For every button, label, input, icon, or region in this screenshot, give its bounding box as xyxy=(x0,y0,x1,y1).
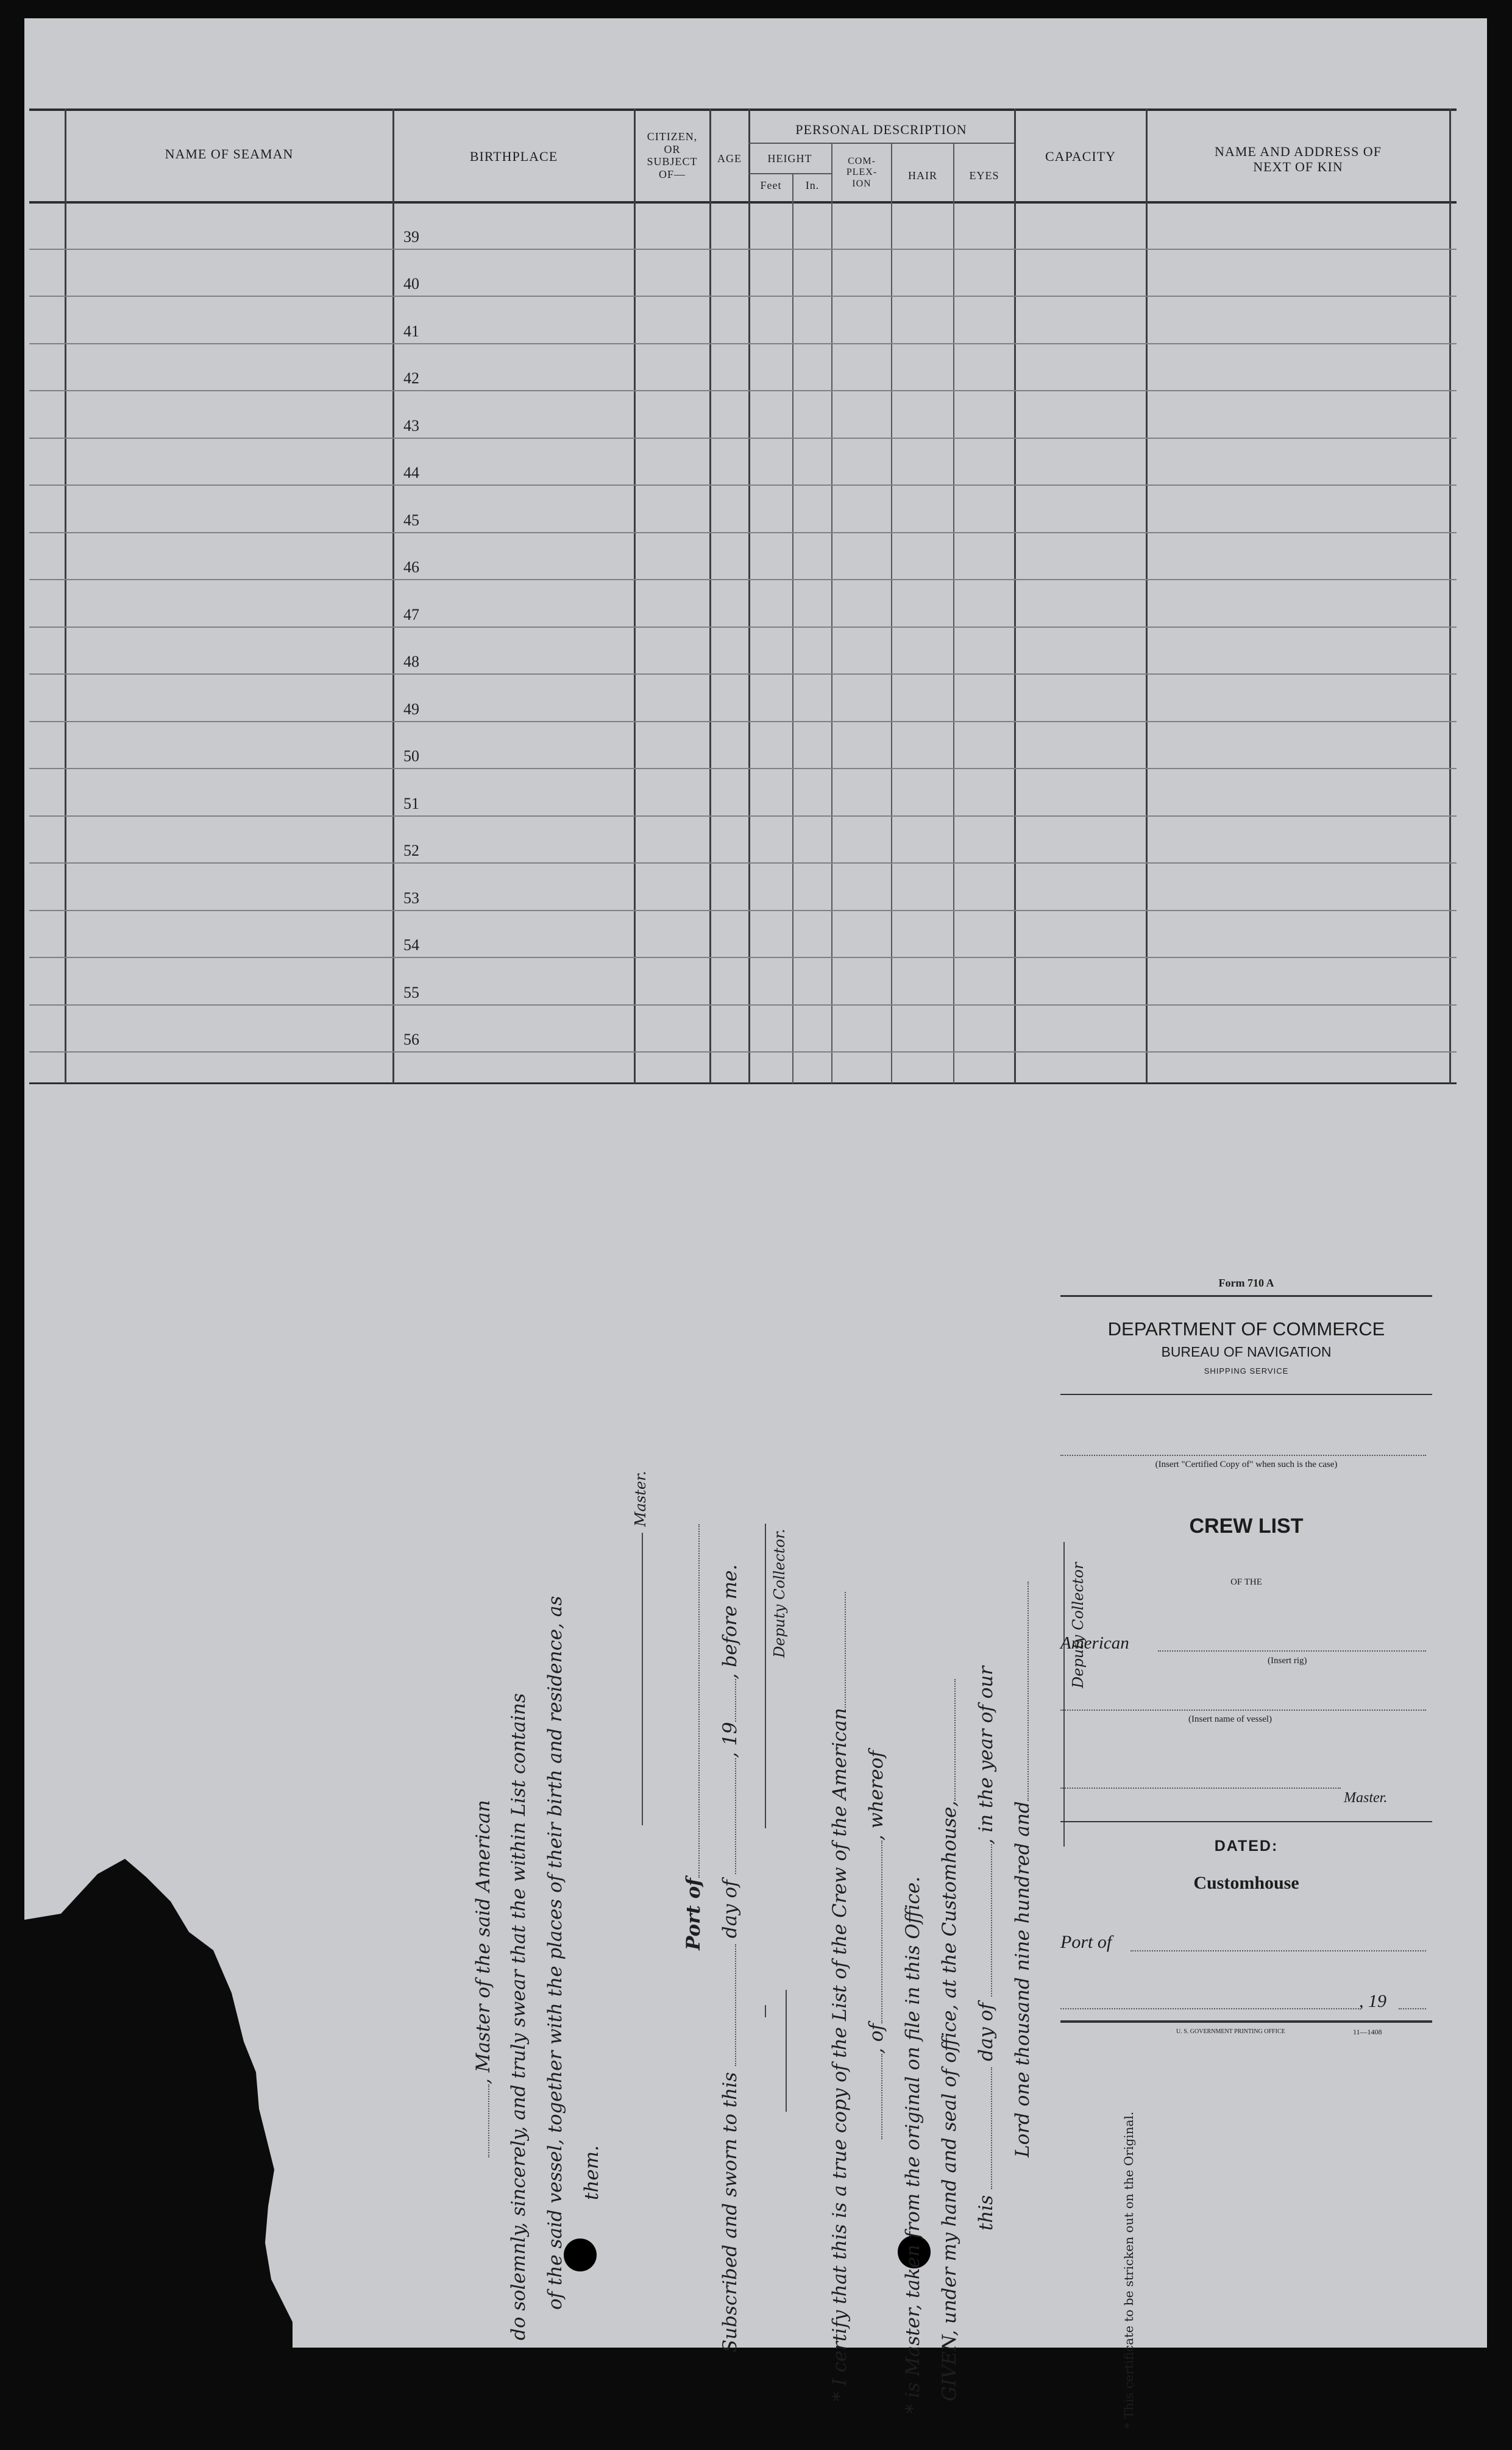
header-personal-description: PERSONAL DESCRIPTION xyxy=(795,122,967,137)
header-hair: HAIR xyxy=(908,169,937,182)
subscribed-before-me: , before me. xyxy=(719,1564,741,1680)
cert-line-4-text: GIVEN, under my hand and seal of office, at the Customhouse, xyxy=(939,1800,960,2401)
cert-line-1-text: * I certify that this is a true copy of the List of the Crew of the American xyxy=(829,1708,851,2401)
blank-month[interactable] xyxy=(735,1758,736,1874)
table-row-rule xyxy=(29,296,1457,297)
cover-rule-2 xyxy=(1060,1394,1432,1395)
table-row-rule xyxy=(29,249,1457,250)
table-row-rule xyxy=(29,910,1457,911)
master-signature-line[interactable] xyxy=(642,1533,643,1825)
table-row-rule xyxy=(29,862,1457,864)
header-inches: In. xyxy=(805,179,820,191)
blank-vessel-type[interactable] xyxy=(845,1592,846,1708)
cert-line-1 xyxy=(829,1592,851,2401)
port-of-label: Port of xyxy=(683,1878,705,1950)
header-citizen-line: OF— xyxy=(658,168,686,181)
cover-port-line[interactable] xyxy=(1130,1950,1426,1951)
table-top-rule xyxy=(29,108,1457,111)
table-row-rule xyxy=(29,957,1457,958)
oath-subscribed xyxy=(719,1564,741,2352)
subscribed-text: Subscribed and sworn to this xyxy=(719,2072,741,2352)
row-number: 52 xyxy=(403,842,419,859)
short-rule xyxy=(786,1990,787,2112)
table-row-rule xyxy=(29,815,1457,817)
blank-cert-day[interactable] xyxy=(991,2067,992,2189)
cert-line-2-of: , of xyxy=(865,2023,887,2054)
department-title: DEPARTMENT OF COMMERCE xyxy=(1107,1318,1385,1340)
row-number: 41 xyxy=(403,322,419,340)
subscribed-year: , 19 xyxy=(719,1722,741,1758)
cover-rule-bottom xyxy=(1060,2020,1432,2023)
header-citizen-line: OR xyxy=(664,143,681,155)
blank-port[interactable] xyxy=(698,1524,700,1878)
service-title: SHIPPING SERVICE xyxy=(1204,1366,1289,1376)
col-divider xyxy=(831,143,832,1084)
oath-line-4: them. xyxy=(581,2145,603,2200)
master-cover-label: Master. xyxy=(1344,1790,1388,1806)
row-number: 39 xyxy=(403,227,419,246)
blank-cert-year[interactable] xyxy=(1028,1582,1029,1801)
height-rule xyxy=(748,173,831,174)
form-number: Form 710 A xyxy=(1218,1277,1274,1289)
header-kin-line: NEXT OF KIN xyxy=(1253,159,1343,175)
col-divider xyxy=(634,108,636,1084)
deputy-collector-label-1: Deputy Collector. xyxy=(771,1529,788,1658)
cover-rule-3 xyxy=(1060,1821,1432,1822)
print-code: 11—1408 xyxy=(1353,2028,1382,2036)
cert-day-of: day of xyxy=(975,2003,997,2062)
cert-line-2 xyxy=(865,1750,887,2139)
blank-customhouse[interactable] xyxy=(954,1679,956,1801)
cert-line-6-text: Lord one thousand nine hundred and xyxy=(1012,1801,1034,2157)
oath-line-2: do solemnly, sincerely, and truly swear that the within List contains xyxy=(508,1693,530,2340)
insert-vessel-note: (Insert name of vessel) xyxy=(1188,1714,1272,1724)
row-number: 53 xyxy=(403,889,419,907)
cert-line-2-whereof: , whereof xyxy=(865,1750,887,1841)
table-row-rule xyxy=(29,579,1457,580)
header-kin-line: NAME AND ADDRESS OF xyxy=(1215,144,1382,159)
american-label: American xyxy=(1060,1633,1129,1653)
header-feet: Feet xyxy=(760,179,782,191)
row-number: 56 xyxy=(403,1031,419,1048)
table-row-rule xyxy=(29,627,1457,628)
header-height: HEIGHT xyxy=(767,152,812,165)
header-citizen-line: CITIZEN, xyxy=(647,130,698,143)
row-number: 46 xyxy=(403,558,419,576)
header-next-of-kin xyxy=(1147,144,1449,175)
deputy-signature-line-1[interactable] xyxy=(765,1524,766,1828)
row-number: 50 xyxy=(403,747,419,765)
table-bottom-rule xyxy=(29,1082,1457,1084)
blank-vessel-name[interactable] xyxy=(881,2054,882,2139)
cover-date-line[interactable] xyxy=(1060,2008,1359,2009)
blank-cert-month[interactable] xyxy=(991,1844,992,1997)
vessel-name-line[interactable] xyxy=(1060,1710,1426,1711)
dated-label: DATED: xyxy=(1214,1837,1279,1855)
header-eyes: EYES xyxy=(969,169,999,182)
deputy-collector-label-2: Deputy Collector xyxy=(1070,1562,1087,1688)
cover-rule-top xyxy=(1060,1295,1432,1297)
blank-master-name[interactable] xyxy=(488,2084,489,2157)
cert-this: this xyxy=(975,2195,997,2231)
oath-line-1-text: , Master of the said American xyxy=(472,1800,494,2084)
printer-imprint: U. S. GOVERNMENT PRINTING OFFICE xyxy=(1176,2028,1285,2035)
header-age: AGE xyxy=(717,152,742,165)
subscribed-day-of: day of xyxy=(719,1880,741,1939)
row-number: 43 xyxy=(403,416,419,435)
personal-desc-rule xyxy=(748,143,1014,144)
table-row-rule xyxy=(29,1004,1457,1006)
crew-list-title: CREW LIST xyxy=(1189,1514,1304,1538)
cert-line-5 xyxy=(975,1666,997,2231)
row-number: 55 xyxy=(403,983,419,1001)
col-divider xyxy=(1014,108,1016,1084)
master-name-line[interactable] xyxy=(1060,1788,1341,1789)
header-capacity: CAPACITY xyxy=(1045,149,1116,164)
table-border-right xyxy=(1449,108,1451,1084)
master-label: Master. xyxy=(632,1471,649,1527)
cert-line-6 xyxy=(1012,1582,1034,2157)
col-divider xyxy=(953,143,954,1084)
table-row-rule xyxy=(29,532,1457,533)
row-number: 48 xyxy=(403,653,419,670)
oath-port xyxy=(683,1524,705,1950)
of-the-label: OF THE xyxy=(1230,1577,1262,1587)
cover-year-line[interactable] xyxy=(1399,2008,1426,2009)
table-row-rule xyxy=(29,438,1457,439)
header-complexion-line: ION xyxy=(852,178,871,189)
table-row-rule xyxy=(29,343,1457,344)
table-header-rule xyxy=(29,201,1457,204)
col-divider xyxy=(748,108,750,1084)
col-divider xyxy=(891,143,892,1084)
cert-line-4 xyxy=(939,1679,960,2401)
row-number: 42 xyxy=(403,369,419,387)
table-row-rule xyxy=(29,721,1457,722)
table-row-rule xyxy=(29,768,1457,769)
blank-home-port[interactable] xyxy=(881,1841,882,2023)
row-number: 45 xyxy=(403,511,419,529)
header-complexion xyxy=(832,156,891,190)
certified-copy-line[interactable] xyxy=(1060,1455,1426,1456)
oath-line-1 xyxy=(472,1800,494,2157)
row-number: 51 xyxy=(403,794,419,812)
row-number: 54 xyxy=(403,936,419,954)
cover-port-of-label: Port of xyxy=(1060,1932,1112,1952)
col-divider xyxy=(709,108,711,1084)
blank-year[interactable] xyxy=(735,1679,736,1722)
header-citizen xyxy=(635,130,709,181)
cover-panel xyxy=(1060,1277,1432,2069)
row-number: 40 xyxy=(403,275,419,293)
table-row-rule xyxy=(29,673,1457,675)
table-row-rule xyxy=(29,1051,1457,1053)
oath-line-3: of the said vessel, together with the places of their birth and residence, as xyxy=(544,1596,566,2310)
customhouse-label: Customhouse xyxy=(1193,1873,1299,1893)
blank-day[interactable] xyxy=(735,1944,736,2066)
cert-year-of-our: , in the year of our xyxy=(975,1666,997,1845)
col-divider xyxy=(1146,108,1148,1084)
row-number: 44 xyxy=(403,464,419,481)
table-border-left xyxy=(65,108,66,1084)
torn-paper-corner xyxy=(24,1841,293,2352)
cover-year-label: , 19 xyxy=(1359,1991,1386,2011)
dash-mark xyxy=(765,2005,766,2017)
certificate-footnote: * This certificate to be stricken out on the Original. xyxy=(1121,2111,1136,2429)
insert-rig-note: (Insert rig) xyxy=(1268,1656,1307,1666)
row-number: 47 xyxy=(403,605,419,623)
row-number: 49 xyxy=(403,700,419,718)
crew-table xyxy=(29,108,1457,1084)
insert-certified-note: (Insert "Certified Copy of" when such is the case) xyxy=(1155,1460,1338,1469)
header-name-of-seaman: NAME OF SEAMAN xyxy=(165,146,294,162)
header-birthplace: BIRTHPLACE xyxy=(469,149,558,164)
cert-line-3: * is Master, taken from the original on file in this Office. xyxy=(902,1876,924,2413)
col-divider xyxy=(792,173,793,1084)
table-row-rule xyxy=(29,390,1457,391)
header-complexion-line: COM- xyxy=(848,156,876,166)
header-complexion-line: PLEX- xyxy=(846,167,878,178)
table-row-rule xyxy=(29,485,1457,486)
header-citizen-line: SUBJECT xyxy=(647,155,698,168)
rig-line[interactable] xyxy=(1158,1650,1426,1652)
bureau-title: BUREAU OF NAVIGATION xyxy=(1161,1344,1332,1360)
